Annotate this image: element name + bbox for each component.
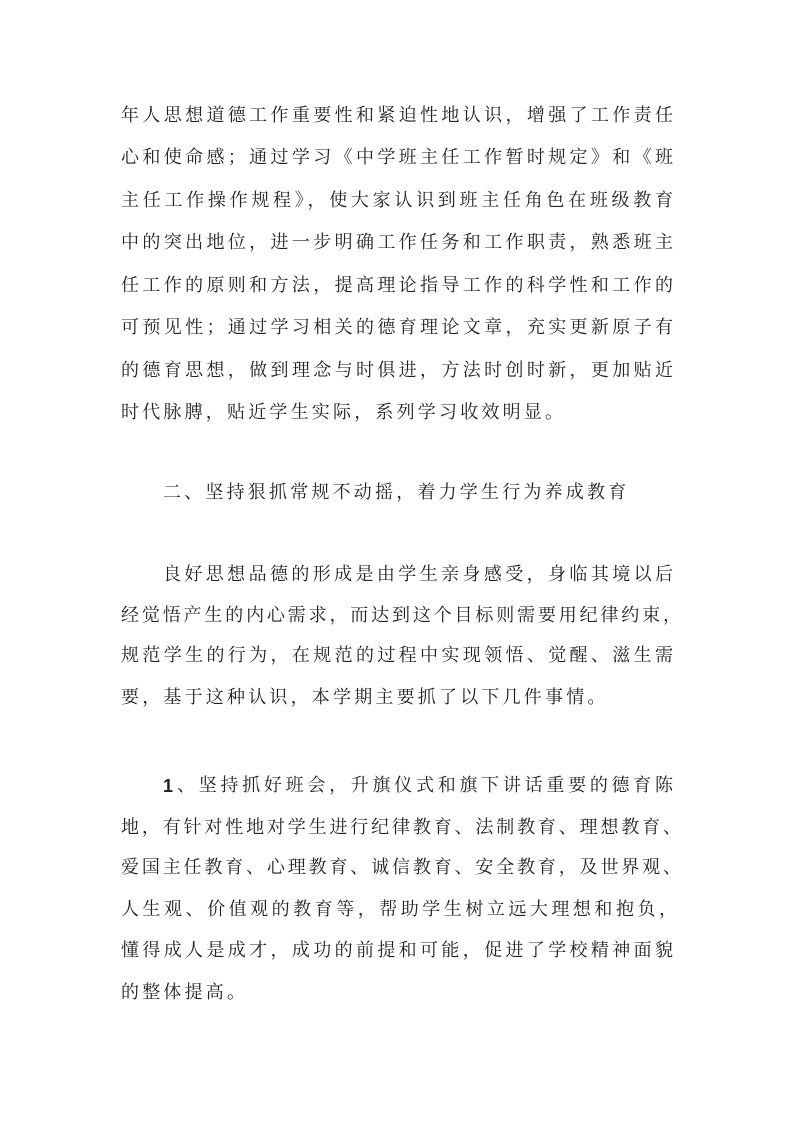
paragraph-1-line-4: 中的突出地位，进一步明确工作任务和工作职责，熟悉班主 [121,232,673,253]
list-item-1-line-4: 人生观、价值观的教育等，帮助学生树立远大理想和抱负， [121,899,677,920]
paragraph-1-line-1: 年人思想道德工作重要性和紧迫性地认识，增强了工作责任 [121,105,673,126]
paragraph-2-line-3: 规范学生的行为，在规范的过程中实现领悟、觉醒、滋生需 [121,645,673,666]
list-item-1-text: 、坚持抓好班会，升旗仪式和旗下讲话重要的德育陈 [177,775,673,796]
paragraph-1-line-2: 心和使命感；通过学习《中学班主任工作暂时规定》和《班 [121,147,673,168]
paragraph-1-line-8: 时代脉膊，贴近学生实际，系列学习收效明显。 [121,402,567,423]
paragraph-2-line-4: 要，基于这种认识，本学期主要抓了以下几件事情。 [121,687,609,708]
list-item-1-line-6: 的整体提高。 [121,982,249,1003]
list-item-1-line-2: 地，有针对性地对学生进行纪律教育、法制教育、理想教育、 [121,817,681,838]
list-item-number: 1 [163,776,174,796]
list-item-1-line-5: 懂得成人是成才，成功的前提和可能，促进了学校精神面貌 [121,940,673,961]
section-heading: 二、坚持狠抓常规不动摇，着力学生行为养成教育 [163,482,630,503]
paragraph-1-line-3: 主任工作操作规程》，使大家认识到班主任角色在班级教育 [121,190,673,211]
paragraph-1-line-6: 可预见性；通过学习相关的德育理论文章，充实更新原子有 [121,317,673,338]
paragraph-1-line-7: 的德育思想，做到理念与时俱进，方法时创时新，更加贴近 [121,360,673,381]
paragraph-2-line-2: 经觉悟产生的内心需求，而达到这个目标则需要用纪律约束， [121,605,681,626]
list-item-1-line-1 [163,774,673,798]
list-item-1-line-3: 爱国主任教育、心理教育、诚信教育、安全教育，及世界观、 [121,857,681,878]
paragraph-1-line-5: 任工作的原则和方法，提高理论指导工作的科学性和工作的 [121,275,673,296]
paragraph-2-line-1: 良好思想品德的形成是由学生亲身感受，身临其境以后 [163,564,673,585]
